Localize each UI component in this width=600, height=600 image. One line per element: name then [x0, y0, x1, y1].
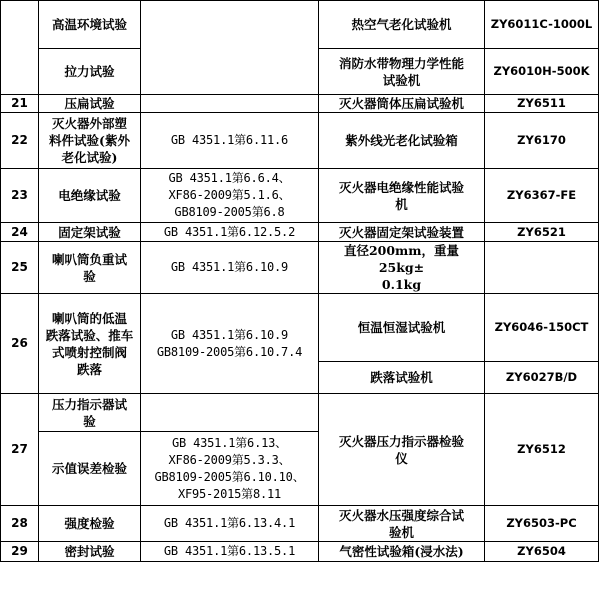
equipment-name: 紫外线光老化试验箱 — [319, 113, 485, 169]
row-number: 26 — [1, 294, 39, 394]
equipment-name-line: 消防水带物理力学性能 — [338, 55, 464, 71]
table-row — [1, 223, 599, 242]
standard-line: GB 4351.1第6.13、 — [172, 435, 287, 450]
test-item: 固定架试验 — [39, 223, 141, 242]
equipment-name: 跌落试验机 — [319, 362, 485, 394]
table-row — [1, 542, 599, 562]
equipment-model: ZY6010H-500K — [485, 49, 599, 95]
test-item-line: 式喷射控制阀 — [51, 344, 127, 360]
equipment-name — [319, 394, 485, 506]
standard-clause — [141, 432, 319, 506]
row-number: 27 — [1, 394, 39, 506]
test-item-line: 压力指示器试 — [51, 396, 127, 412]
standard-line: GB 4351.1第6.12.5.2 — [163, 224, 296, 239]
test-item-line: 灭火器外部塑 — [51, 116, 127, 131]
table-row — [1, 242, 599, 294]
row-number: 21 — [1, 95, 39, 113]
test-item — [39, 294, 141, 394]
test-item-line: 料件试验(紫外 — [49, 133, 130, 148]
equipment-name-line: 仪 — [395, 450, 408, 466]
table-row — [1, 169, 599, 223]
equipment-name-line: 0.1kg — [381, 277, 422, 292]
test-item: 密封试验 — [39, 542, 141, 562]
standard-clause — [141, 169, 319, 223]
table-row — [1, 294, 599, 362]
equipment-name-line: 灭火器水压强度综合试 — [338, 507, 464, 523]
equipment-model: ZY6046-150CT — [485, 294, 599, 362]
equipment-name: 恒温恒湿试验机 — [319, 294, 485, 362]
row-number: 23 — [1, 169, 39, 223]
table-row — [1, 113, 599, 169]
test-item — [39, 394, 141, 432]
equipment-model: ZY6511 — [485, 95, 599, 113]
equipment-model: ZY6011C-1000L — [485, 1, 599, 49]
standard-clause — [141, 1, 319, 95]
test-item — [39, 242, 141, 294]
equipment-model — [485, 242, 599, 294]
test-item: 拉力试验 — [39, 49, 141, 95]
standard-clause — [141, 95, 319, 113]
equipment-name-line: 灭火器电绝缘性能试验 — [338, 179, 464, 195]
equipment-name-line: 直径200mm，重量25kg± — [343, 243, 460, 275]
standard-line: GB8109-2005第6.10.10、 — [154, 469, 305, 484]
equipment-model: ZY6503-PC — [485, 506, 599, 542]
equipment-name — [319, 506, 485, 542]
test-item: 示值误差检验 — [39, 432, 141, 506]
test-item: 强度检验 — [39, 506, 141, 542]
test-item-line: 验 — [83, 268, 96, 284]
equipment-name: 热空气老化试验机 — [319, 1, 485, 49]
row-number: 29 — [1, 542, 39, 562]
standard-line: XF95-2015第8.11 — [177, 486, 282, 501]
equipment-name-line: 机 — [395, 196, 408, 212]
table-row — [1, 95, 599, 113]
standard-line: GB8109-2005第6.10.7.4 — [156, 344, 303, 359]
row-number: 22 — [1, 113, 39, 169]
equipment-name-line: 灭火器压力指示器检验 — [338, 433, 464, 449]
equipment-name: 灭火器筒体压扁试验机 — [319, 95, 485, 113]
test-item-line: 跌落 — [76, 361, 102, 377]
test-item: 高温环境试验 — [39, 1, 141, 49]
standard-clause — [141, 506, 319, 542]
test-item-line: 喇叭筒的低温 — [51, 310, 127, 326]
equipment-name: 灭火器固定架试验装置 — [319, 223, 485, 242]
equipment-name: 气密性试验箱(浸水法) — [319, 542, 485, 562]
standard-line: GB 4351.1第6.13.4.1 — [163, 516, 296, 530]
standard-line: GB8109-2005第6.8 — [174, 205, 285, 219]
equipment-model: ZY6504 — [485, 542, 599, 562]
equipment-model: ZY6512 — [485, 394, 599, 506]
test-item — [39, 113, 141, 169]
test-item-line: 喇叭筒负重试 — [51, 251, 127, 267]
equipment-name-line: 验机 — [388, 524, 414, 540]
standard-line: GB 4351.1第6.6.4、 — [168, 171, 291, 185]
standard-line: GB 4351.1第6.10.9 — [170, 260, 289, 274]
table-row — [1, 1, 599, 49]
row-number: 28 — [1, 506, 39, 542]
row-number: 24 — [1, 223, 39, 242]
standard-clause — [141, 223, 319, 242]
test-item-line: 老化试验) — [61, 150, 118, 165]
equipment-model: ZY6027B/D — [485, 362, 599, 394]
standard-line: XF86-2009第5.3.3、 — [168, 452, 291, 467]
test-item-line: 验 — [83, 413, 96, 429]
equipment-model: ZY6170 — [485, 113, 599, 169]
test-item-line: 跌落试验、推车 — [45, 327, 134, 343]
standard-clause — [141, 113, 319, 169]
test-item: 压扁试验 — [39, 95, 141, 113]
table-row — [1, 394, 599, 432]
standard-line: GB 4351.1第6.13.5.1 — [163, 544, 296, 558]
equipment-name — [319, 242, 485, 294]
table-row — [1, 506, 599, 542]
row-number — [1, 1, 39, 95]
equipment-model: ZY6367-FE — [485, 169, 599, 223]
standard-line: XF86-2009第5.1.6、 — [168, 188, 291, 202]
standard-clause — [141, 294, 319, 394]
equipment-name — [319, 169, 485, 223]
standard-line: GB 4351.1第6.11.6 — [170, 133, 289, 147]
standard-clause — [141, 542, 319, 562]
test-item: 电绝缘试验 — [39, 169, 141, 223]
standard-clause — [141, 394, 319, 432]
standard-clause — [141, 242, 319, 294]
equipment-name-line: 试验机 — [382, 72, 421, 88]
row-number: 25 — [1, 242, 39, 294]
equipment-model: ZY6521 — [485, 223, 599, 242]
standard-line: GB 4351.1第6.10.9 — [170, 327, 289, 342]
equipment-name — [319, 49, 485, 95]
